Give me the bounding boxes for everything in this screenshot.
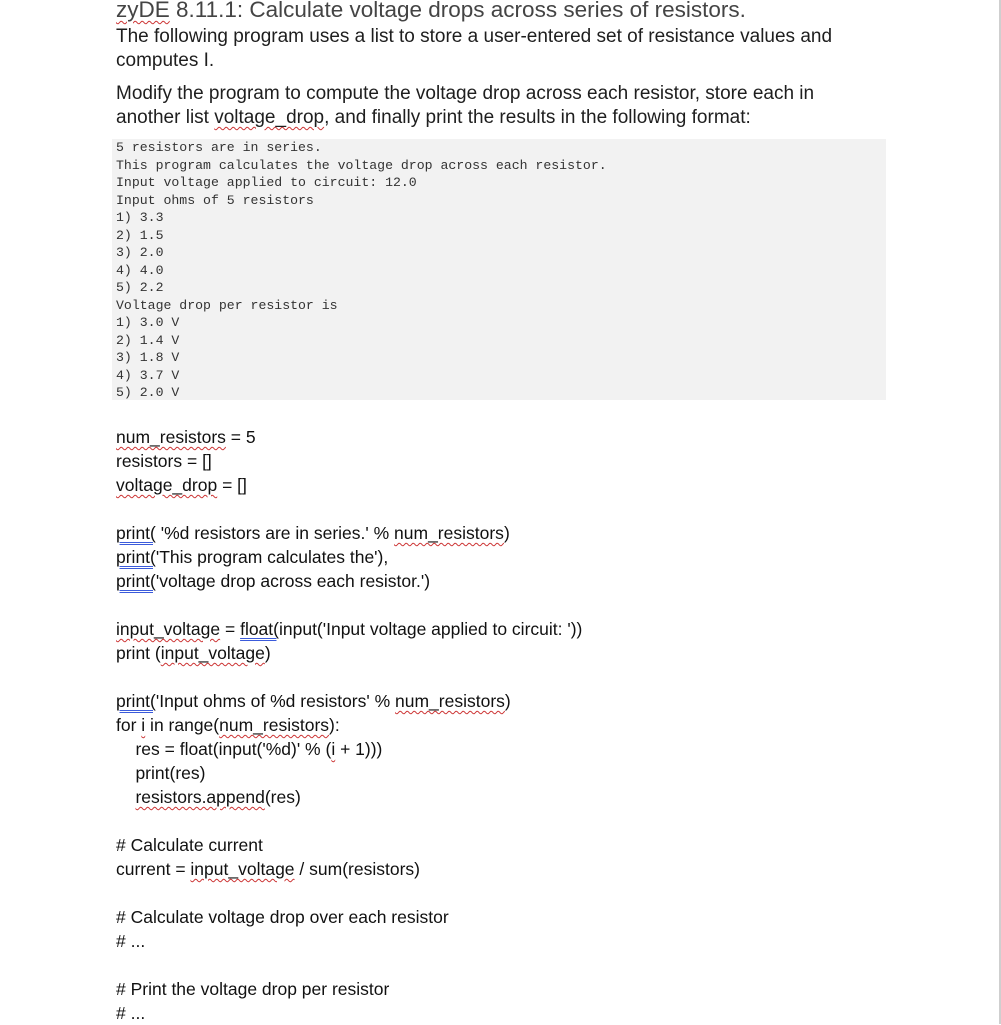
code-token: input('Input voltage applied to circuit: ')) — [278, 619, 583, 639]
code-token: 'This program calculates the'), — [155, 547, 389, 567]
console-line: This program calculates the voltage drop across each resistor. — [116, 157, 607, 173]
code-line — [116, 425, 256, 449]
intro-line-2: computes I. — [116, 50, 215, 71]
title-text: 8.11.1: Calculate voltage drops across series of resistors. — [169, 0, 746, 22]
code-line — [116, 713, 340, 737]
code-token: (res) — [264, 787, 301, 807]
code-token: input_voltage — [160, 643, 265, 663]
code-line: # ... — [116, 1003, 146, 1023]
console-line: 1) 3.3 — [116, 210, 164, 225]
code-line — [116, 617, 582, 641]
code-token: print ( — [116, 643, 161, 663]
code-token: resistors.append — [135, 787, 265, 807]
console-line: 5) 2.2 — [116, 280, 164, 295]
modify-paragraph — [116, 82, 876, 130]
code-token: for — [116, 715, 142, 735]
code-token: = 5 — [225, 427, 256, 447]
code-line: print(res) — [116, 763, 206, 783]
code-token: = — [220, 619, 241, 639]
modify-line-1: Modify the program to compute the voltage drop across each resistor, store each in — [116, 83, 815, 104]
code-line — [116, 569, 430, 593]
modify-text: another list — [116, 107, 215, 128]
code-line — [116, 545, 388, 569]
code-line — [116, 641, 271, 665]
code-token: 'voltage drop across each resistor.') — [155, 571, 431, 591]
code-token: input_voltage — [116, 619, 221, 639]
code-token: float( — [240, 619, 279, 639]
code-token: ) — [503, 523, 510, 543]
code-token: res = float(input('%d)' % ( — [116, 739, 332, 759]
code-token — [116, 787, 135, 807]
console-line: 3) 1.8 V — [116, 350, 180, 365]
code-token: num_resistors — [219, 715, 330, 735]
console-line: Input voltage applied to circuit: 12.0 — [116, 175, 417, 190]
code-token: 'Input ohms of %d resistors' % — [155, 691, 396, 711]
code-token: i — [331, 739, 336, 759]
console-line: 3) 2.0 — [116, 245, 164, 260]
code-token: print( — [116, 547, 156, 567]
console-line: 4) 4.0 — [116, 262, 164, 278]
console-line: 5 resistors are in series. — [116, 140, 322, 155]
code-line — [116, 689, 511, 713]
code-token: / sum(resistors) — [294, 859, 420, 879]
code-token: print( — [116, 691, 156, 711]
code-token: in range( — [145, 715, 220, 735]
sample-output-console — [112, 139, 886, 400]
code-line — [116, 737, 382, 761]
code-token: current = — [116, 859, 191, 879]
voltage-drop-term: voltage_drop — [214, 107, 325, 128]
console-line: 4) 3.7 V — [116, 367, 180, 383]
code-line: # Calculate current — [116, 835, 263, 855]
code-line — [116, 473, 247, 497]
console-line: Voltage drop per resistor is — [116, 297, 338, 313]
code-line: # Print the voltage drop per resistor — [116, 979, 390, 999]
code-line: resistors = [] — [116, 451, 212, 471]
code-token: print( — [116, 571, 156, 591]
modify-text-end: , and finally print the results in the following format: — [324, 107, 751, 128]
console-line: 5) 2.0 V — [116, 385, 180, 400]
code-token: print( — [116, 523, 156, 543]
code-line: # Calculate voltage drop over each resistor — [116, 907, 449, 927]
code-token: + 1))) — [335, 739, 383, 759]
code-token: voltage_drop — [116, 475, 218, 495]
code-token: ) — [504, 691, 511, 711]
intro-paragraph — [116, 25, 876, 73]
intro-line-1: The following program uses a list to store a user-entered set of resistance values and — [116, 26, 833, 47]
code-token: num_resistors — [394, 523, 504, 543]
console-line: 2) 1.4 V — [116, 332, 180, 348]
code-token: = [] — [217, 475, 247, 495]
code-token: i — [141, 715, 146, 735]
console-line: 1) 3.0 V — [116, 315, 180, 330]
console-line: Input ohms of 5 resistors — [116, 192, 314, 208]
code-line: # ... — [116, 931, 146, 951]
title-prefix: zyDE — [116, 0, 170, 22]
code-line — [116, 785, 301, 809]
code-token: '%d resistors are in series.' % — [155, 523, 395, 543]
page-title — [116, 0, 746, 23]
code-token: num_resistors — [395, 691, 505, 711]
code-token: ) — [264, 643, 271, 663]
code-token: ): — [329, 715, 340, 735]
code-line — [116, 521, 510, 545]
code-line — [116, 857, 420, 881]
code-token: num_resistors — [116, 427, 226, 447]
modify-line-2 — [116, 106, 876, 130]
console-line: 2) 1.5 — [116, 227, 164, 243]
code-token: input_voltage — [190, 859, 295, 879]
